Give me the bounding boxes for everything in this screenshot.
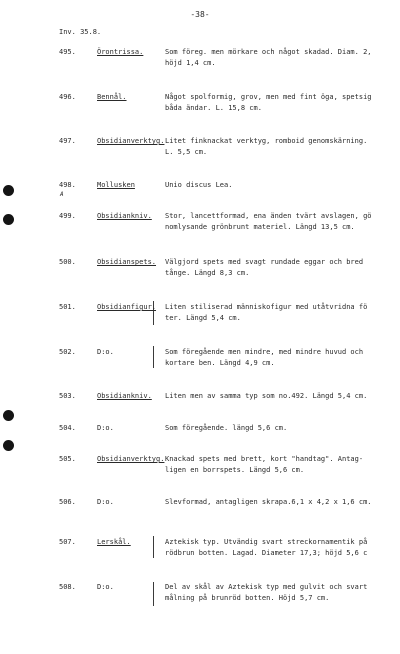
entry-name: Obsidianspets.	[97, 258, 157, 266]
entry-description-line: Unio discus Lea.	[165, 181, 233, 189]
entry-number: 500.	[59, 258, 76, 266]
entry-description-line: båda ändar. L. 15,8 cm.	[165, 104, 262, 112]
entry-name: D:o.	[97, 348, 114, 356]
entry-number: 495.	[59, 48, 76, 56]
entry-name: Lerskål.	[97, 538, 131, 546]
entry-number: 508.	[59, 583, 76, 591]
entry-number: 497.	[59, 137, 76, 145]
entry-number: 502.	[59, 348, 76, 356]
entry-description-line: Slevformad, antagligen skrapa.6,1 x 4,2 x 1,6 cm.	[165, 498, 372, 506]
entry-description-line: tånge. Längd 8,3 cm.	[165, 269, 250, 277]
binder-hole	[3, 214, 14, 225]
entry-name: Obsidiankniv.	[97, 392, 152, 400]
entry-description-line: Litet finknackat verktyg, romboid genomskärning.	[165, 137, 368, 145]
entry-description-line: Knackad spets med brett, kort "handtag". Antag-	[165, 455, 364, 463]
margin-rule	[153, 536, 154, 558]
entry-name: Örontrissa.	[97, 48, 144, 56]
entry-description-line: höjd 1,4 cm.	[165, 59, 216, 67]
entry-description-line: Liten men av samma typ som no.492. Längd 5,4 cm.	[165, 392, 368, 400]
entry-description-line: L. 5,5 cm.	[165, 148, 208, 156]
entry-description-line: Välgjord spets med svagt rundade eggar och bred	[165, 258, 364, 266]
entry-description-line: Del av skål av Aztekisk typ med gulvit och svart	[165, 583, 368, 591]
entry-number: 499.	[59, 212, 76, 220]
binder-hole	[3, 185, 14, 196]
entry-name: Obsidianverktyg.	[97, 455, 165, 463]
binder-hole	[3, 440, 14, 451]
entry-number: 506.	[59, 498, 76, 506]
entry-description-line: nomlysande grönbrunt materiel. Längd 13,5 cm.	[165, 223, 355, 231]
entry-number: 507.	[59, 538, 76, 546]
entry-number: 498.	[59, 181, 76, 189]
entry-name: Obsidiankniv.	[97, 212, 152, 220]
entry-name: D:o.	[97, 424, 114, 432]
entry-name: D:o.	[97, 583, 114, 591]
entry-description-line: Liten stiliserad människofigur med utåtvridna fö	[165, 303, 368, 311]
entry-description-line: Som föregående men mindre, med mindre huvud och	[165, 348, 364, 356]
margin-rule	[153, 582, 154, 606]
entry-description-line: Något spolformig, grov, men med fint öga, spetsig	[165, 93, 372, 101]
page-number: -38-	[190, 10, 210, 19]
handwritten-mark: A	[60, 191, 64, 198]
entry-number: 505.	[59, 455, 76, 463]
entry-number: 503.	[59, 392, 76, 400]
entry-description-line: Aztekisk typ. Utvändig svart streckornamentik på	[165, 538, 368, 546]
entry-name: Bennål.	[97, 93, 127, 101]
entry-number: 501.	[59, 303, 76, 311]
entry-description-line: ligen en borrspets. Längd 5,6 cm.	[165, 466, 305, 474]
margin-rule	[153, 346, 154, 368]
entry-description-line: rödbrun botten. Lagad. Diameter 17,3; höjd 5,6 c	[165, 549, 368, 557]
entry-description-line: ter. Längd 5,4 cm.	[165, 314, 241, 322]
entry-description-line: kortare ben. Längd 4,9 cm.	[165, 359, 275, 367]
entry-description-line: Som föregående. längd 5,6 cm.	[165, 424, 288, 432]
entry-description-line: Stor, lancettformad, ena änden tvärt avslagen, gö	[165, 212, 372, 220]
entry-number: 496.	[59, 93, 76, 101]
entry-number: 504.	[59, 424, 76, 432]
entry-description-line: Som föreg. men mörkare och något skadad. Diam. 2,	[165, 48, 372, 56]
entry-name: D:o.	[97, 498, 114, 506]
entry-name: Obsidianfigur.	[97, 303, 157, 311]
inventory-reference: Inv. 35.8.	[59, 28, 102, 36]
entry-description-line: målning på brunröd botten. Höjd 5,7 cm.	[165, 594, 330, 602]
entry-name: Mollusken	[97, 181, 135, 189]
binder-hole	[3, 410, 14, 421]
entry-name: Obsidianverktyg.	[97, 137, 165, 145]
